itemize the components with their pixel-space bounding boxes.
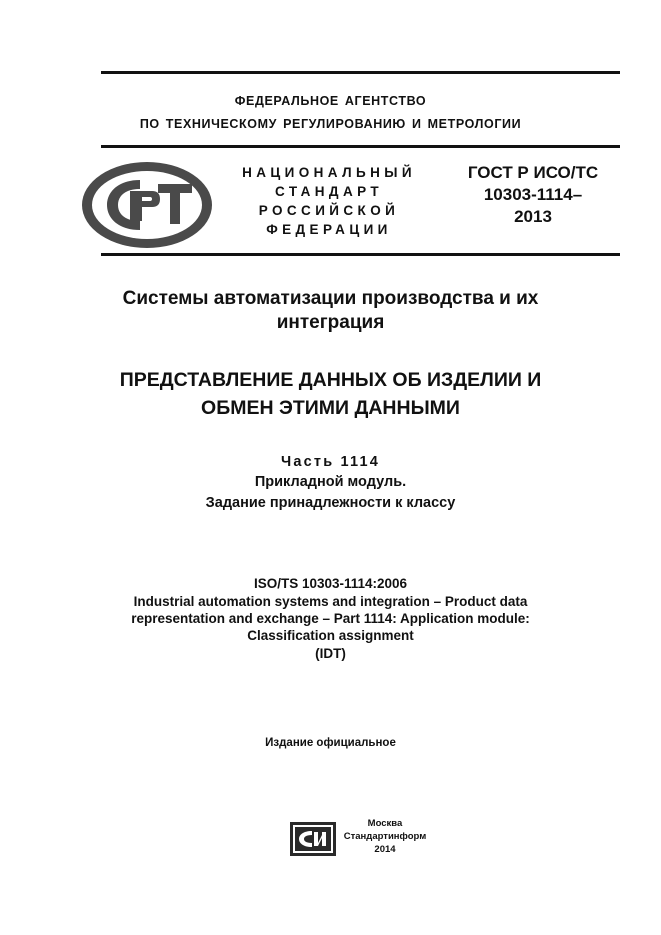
publisher-block (340, 817, 430, 856)
top-rule (101, 71, 620, 74)
designation-line-3: 2013 (514, 207, 552, 226)
series-title-line-1: Системы автоматизации производства и их (122, 288, 539, 309)
national-standard-line-4: ФЕДЕРАЦИИ (266, 222, 392, 237)
part-number: Часть 1114 (280, 454, 381, 470)
upper-rule (101, 145, 620, 148)
publisher-year: 2014 (374, 844, 396, 855)
main-title-line-1: ПРЕДСТАВЛЕНИЕ ДАННЫХ ОБ ИЗДЕЛИИ И (119, 369, 542, 391)
national-standard-line-2: СТАНДАРТ (275, 184, 383, 199)
designation-line-2: 10303-1114– (483, 185, 583, 204)
agency-line-2: ПО ТЕХНИЧЕСКОМУ РЕГУЛИРОВАНИЮ И МЕТРОЛОГИИ (139, 117, 522, 131)
iso-title-line-2: representation and exchange – Part 1114: Application module: (131, 611, 530, 626)
publisher-name: Стандартинформ (343, 831, 427, 842)
main-title-line-2: ОБМЕН ЭТИМИ ДАННЫМИ (201, 397, 460, 419)
agency-line-1: ФЕДЕРАЛЬНОЕ АГЕНТСТВО (234, 94, 427, 108)
part-title-line-1: Прикладной модуль. (254, 474, 407, 490)
gost-r-logo-icon (80, 160, 214, 250)
iso-idt-marker: (IDT) (315, 646, 346, 661)
national-standard-line-3: РОССИЙСКОЙ (258, 203, 400, 218)
lower-rule (101, 253, 620, 256)
publisher-city: Москва (367, 818, 403, 829)
part-title-line-2: Задание принадлежности к классу (205, 495, 456, 511)
designation-line-1: ГОСТ Р ИСО/ТС (467, 163, 599, 182)
standard-designation (450, 162, 616, 228)
iso-title-line-3: Classification assignment (247, 628, 414, 643)
standartinform-logo-icon (290, 822, 336, 856)
edition-label: Издание официальное (265, 737, 396, 749)
series-title-line-2: интеграция (276, 312, 385, 333)
iso-reference: ISO/TS 10303-1114:2006 (253, 576, 408, 591)
national-standard-line-1: НАЦИОНАЛЬНЫЙ (242, 165, 416, 180)
iso-title-line-1: Industrial automation systems and integration – Product data (133, 594, 528, 609)
national-standard-label (226, 163, 432, 239)
